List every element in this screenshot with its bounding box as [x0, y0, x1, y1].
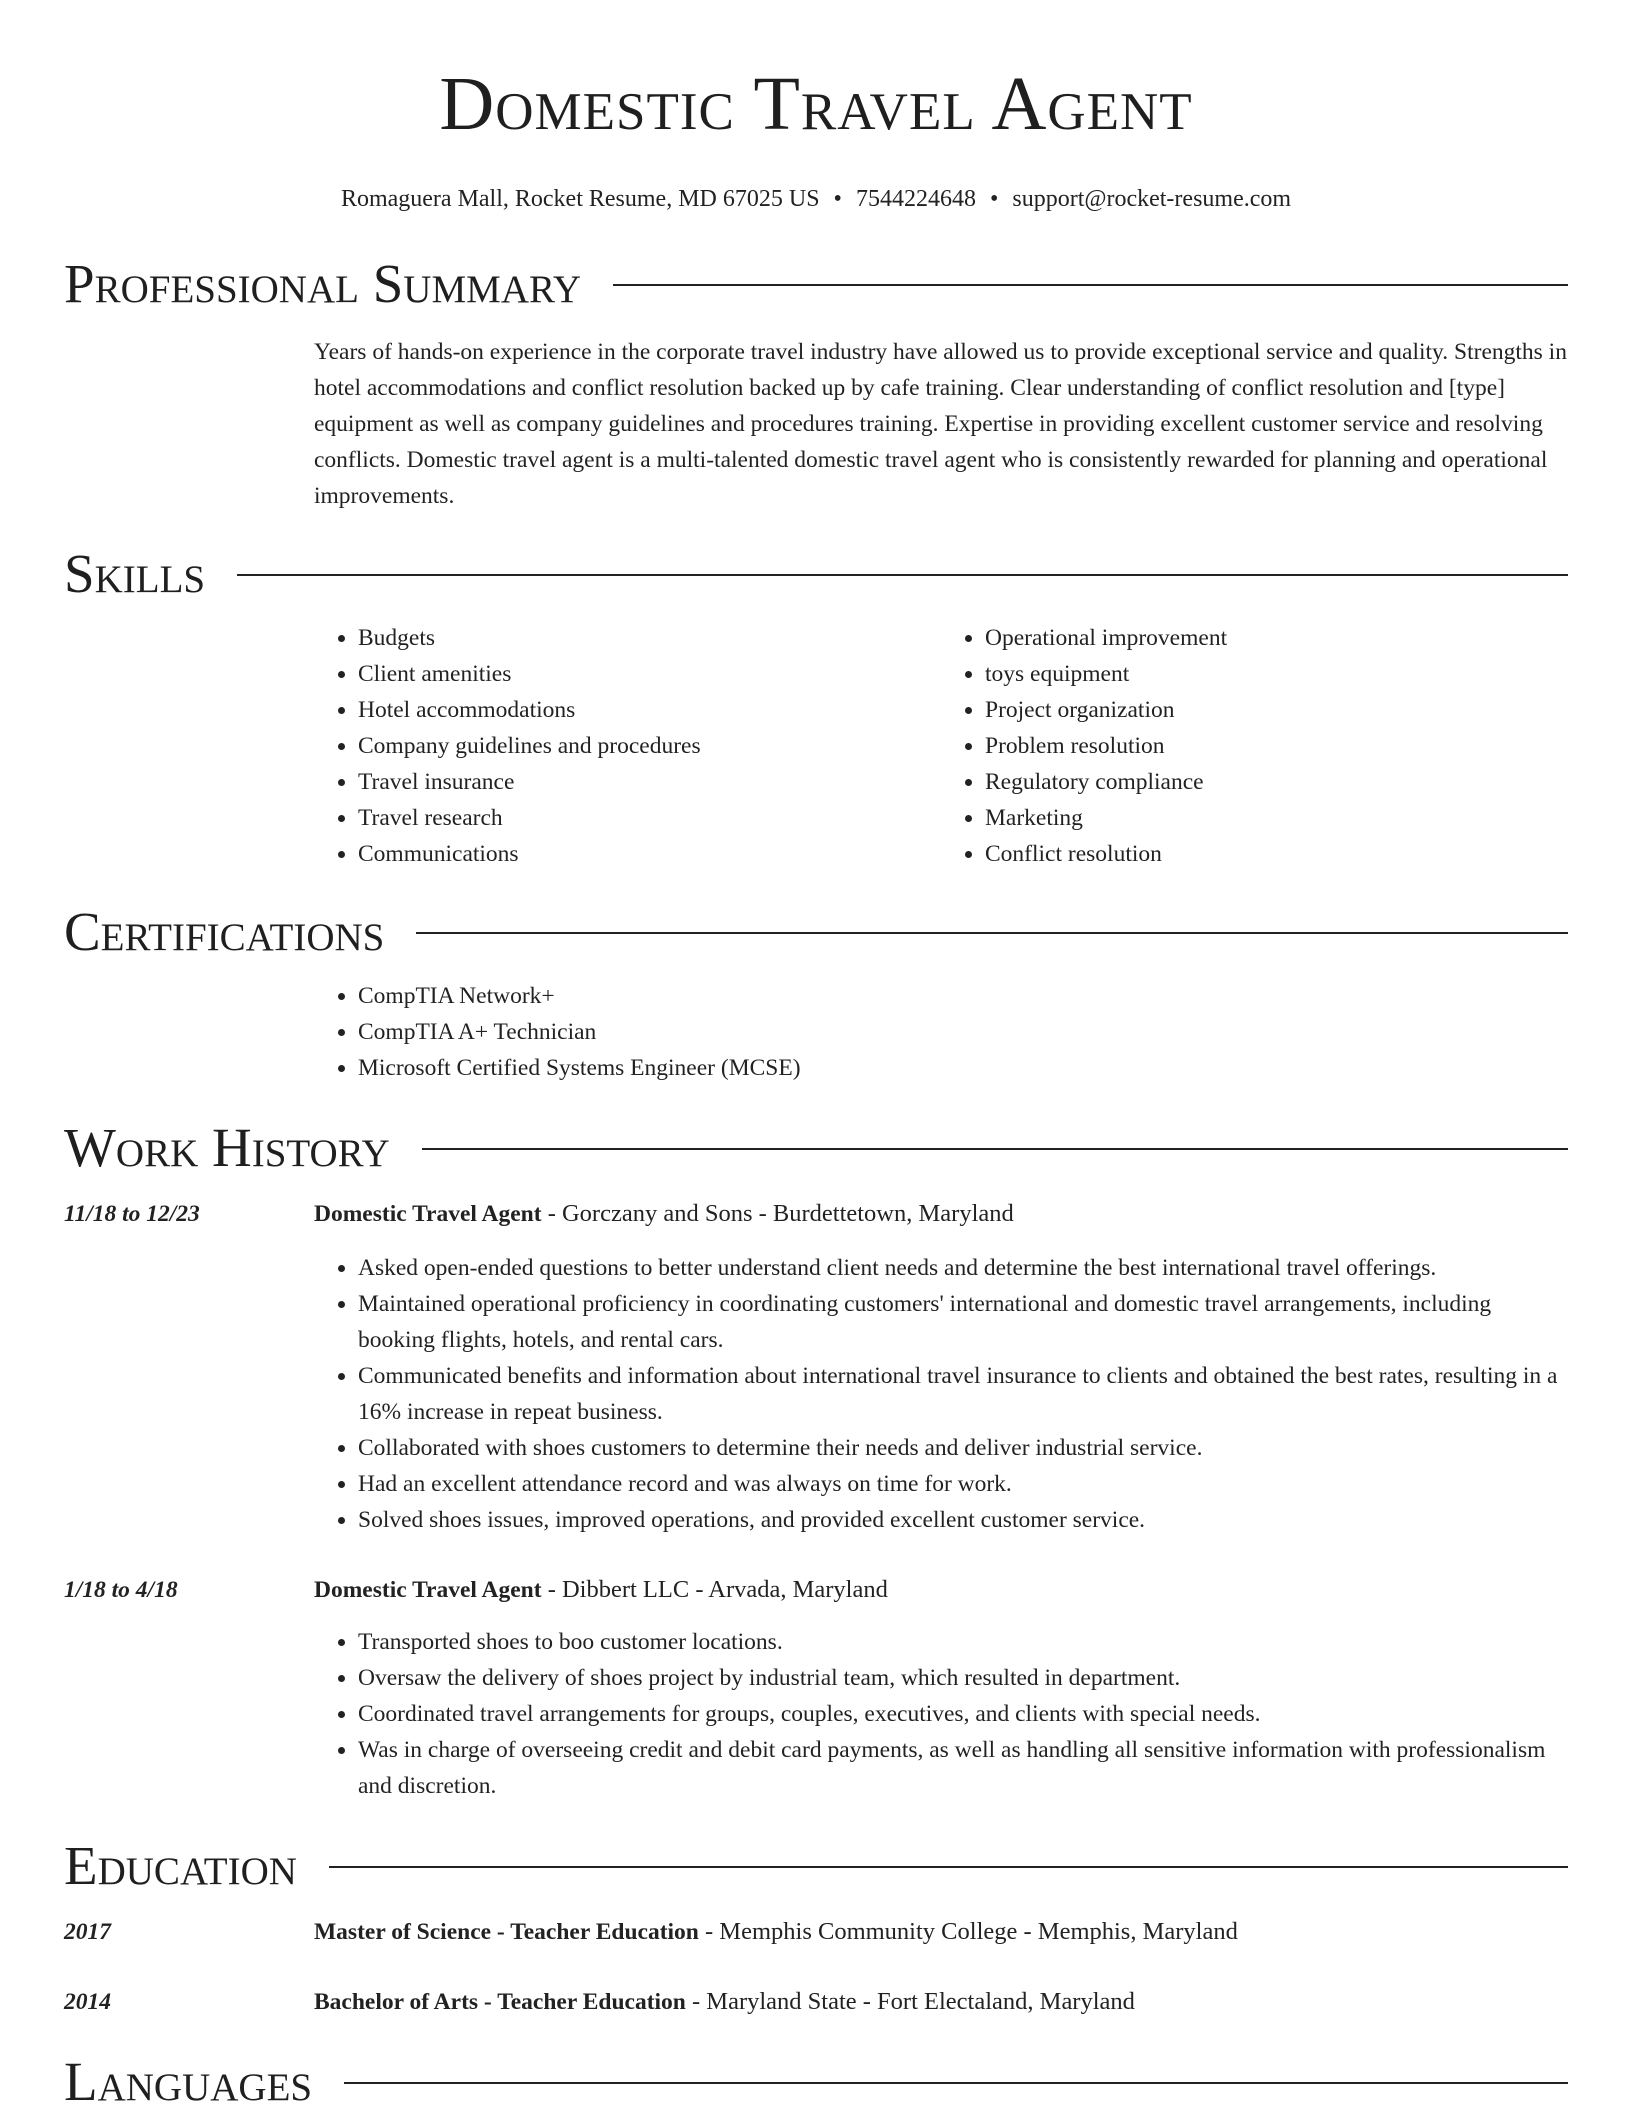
job-bullets: [314, 1624, 1568, 1804]
education-school: - Memphis Community College - Memphis, Maryland: [698, 1918, 1238, 1945]
job-bullet: • Collaborated with shoes customers to determine their needs and deliver industrial service.: [358, 1430, 1568, 1466]
section-heading: [64, 900, 1568, 964]
skill-item: • Marketing: [985, 800, 1568, 836]
education-degree: Bachelor of Arts - Teacher Education: [314, 1989, 686, 2015]
section-heading: [64, 2050, 1568, 2112]
certifications-section: [64, 900, 1568, 1086]
education-year: 2014: [64, 1989, 111, 2015]
heading-rule: [237, 574, 1568, 576]
job-bullet: • Communicated benefits and information about international travel insurance to clients and obtained the best rates, resulting in a 16% increase in repeat business.: [358, 1358, 1568, 1430]
education-entry: [64, 1984, 1568, 2020]
job-bullets: [314, 1250, 1568, 1538]
education-year: 2017: [64, 1919, 111, 1945]
skill-item: • Operational improvement: [985, 620, 1568, 656]
job-bullet: • Coordinated travel arrangements for groups, couples, executives, and clients with special needs.: [358, 1696, 1568, 1732]
job-entry: [64, 1196, 1568, 1538]
skill-item: • Problem resolution: [985, 728, 1568, 764]
job-bullet: • Oversaw the delivery of shoes project by industrial team, which resulted in department.: [358, 1660, 1568, 1696]
job-bullet: • Maintained operational proficiency in coordinating customers' international and domestic travel arrangements, including booking flights, hotels, and rental cars.: [358, 1286, 1568, 1358]
skills-heading: Skills: [64, 543, 206, 604]
skill-item: • Hotel accommodations: [358, 692, 941, 728]
job-title-line: [314, 1196, 1568, 1232]
contact-line: [0, 184, 1632, 214]
job-title: Domestic Travel Agent: [314, 1577, 542, 1603]
certification-item: • CompTIA A+ Technician: [358, 1014, 1568, 1050]
job-dates: 1/18 to 4/18: [64, 1577, 178, 1603]
languages-section: [64, 2050, 1568, 2112]
certifications-heading: Certifications: [64, 901, 385, 962]
job-bullet: • Solved shoes issues, improved operations, and provided excellent customer service.: [358, 1502, 1568, 1538]
skill-item: • Conflict resolution: [985, 836, 1568, 872]
job-bullet: • Transported shoes to boo customer locations.: [358, 1624, 1568, 1660]
separator: •: [833, 186, 842, 212]
skills-section: [64, 542, 1568, 872]
skill-item: • Company guidelines and procedures: [358, 728, 941, 764]
section-heading: [64, 252, 1568, 316]
heading-rule: [416, 932, 1568, 934]
skill-item: • Budgets: [358, 620, 941, 656]
job-title: Domestic Travel Agent: [314, 1201, 542, 1227]
job-employer: - Gorczany and Sons - Burdettetown, Maryland: [541, 1200, 1014, 1227]
section-heading: [64, 1116, 1568, 1180]
heading-rule: [422, 1148, 1568, 1150]
certification-item: • Microsoft Certified Systems Engineer (MCSE): [358, 1050, 1568, 1086]
skills-grid: [314, 620, 1568, 872]
resume-name: Domestic Travel Agent: [439, 62, 1193, 146]
skill-item: • Travel insurance: [358, 764, 941, 800]
skill-item: • Project organization: [985, 692, 1568, 728]
phone: 7544224648: [855, 186, 976, 212]
job-bullet: • Asked open-ended questions to better understand client needs and determine the best international travel offerings.: [358, 1250, 1568, 1286]
job-employer: - Dibbert LLC - Arvada, Maryland: [541, 1576, 888, 1603]
skills-right-list: [941, 620, 1568, 872]
job-dates: 11/18 to 12/23: [64, 1201, 200, 1227]
certification-item: • CompTIA Network+: [358, 978, 1568, 1014]
skills-left-list: [314, 620, 941, 872]
section-heading: [64, 542, 1568, 606]
education-section: [64, 1834, 1568, 2020]
education-entry: [64, 1914, 1568, 1950]
job-bullet: • Had an excellent attendance record and was always on time for work.: [358, 1466, 1568, 1502]
education-heading: Education: [64, 1835, 297, 1896]
heading-rule: [613, 284, 1568, 286]
summary-section: [64, 252, 1568, 514]
skill-item: • Client amenities: [358, 656, 941, 692]
work-heading: Work History: [64, 1117, 390, 1178]
heading-rule: [344, 2082, 1568, 2084]
job-title-line: [314, 1572, 1568, 1608]
section-heading: [64, 1834, 1568, 1898]
certifications-list: [314, 978, 1568, 1086]
skill-item: • Communications: [358, 836, 941, 872]
education-degree: Master of Science - Teacher Education: [314, 1919, 699, 1945]
address: Romaguera Mall, Rocket Resume, MD 67025 US: [340, 186, 820, 212]
summary-text: Years of hands-on experience in the corporate travel industry have allowed us to provide exceptional service and quality. Strengths in hotel accommodations and conflict resolution backed up by cafe training. Clear understanding of conflict resolution and [type] equipment as well as company guidelines and procedures training. Expertise in providing excellent customer service and resolving conflicts. Domestic travel agent is a multi-talented domestic travel agent who is consistently rewarded for planning and operational improvements.: [314, 339, 1567, 509]
skill-item: • Regulatory compliance: [985, 764, 1568, 800]
email: support@rocket-resume.com: [1012, 186, 1292, 212]
skill-item: • Travel research: [358, 800, 941, 836]
heading-rule: [329, 1866, 1568, 1868]
summary-heading: Professional Summary: [64, 253, 582, 314]
job-entry: [64, 1572, 1568, 1804]
languages-heading: Languages: [64, 2051, 313, 2112]
job-bullet: • Was in charge of overseeing credit and debit card payments, as well as handling all sensitive information with professionalism and discretion.: [358, 1732, 1568, 1804]
work-history-section: [64, 1116, 1568, 1804]
skill-item: • toys equipment: [985, 656, 1568, 692]
separator: •: [989, 186, 999, 212]
education-school: - Maryland State - Fort Electaland, Maryland: [685, 1988, 1135, 2015]
